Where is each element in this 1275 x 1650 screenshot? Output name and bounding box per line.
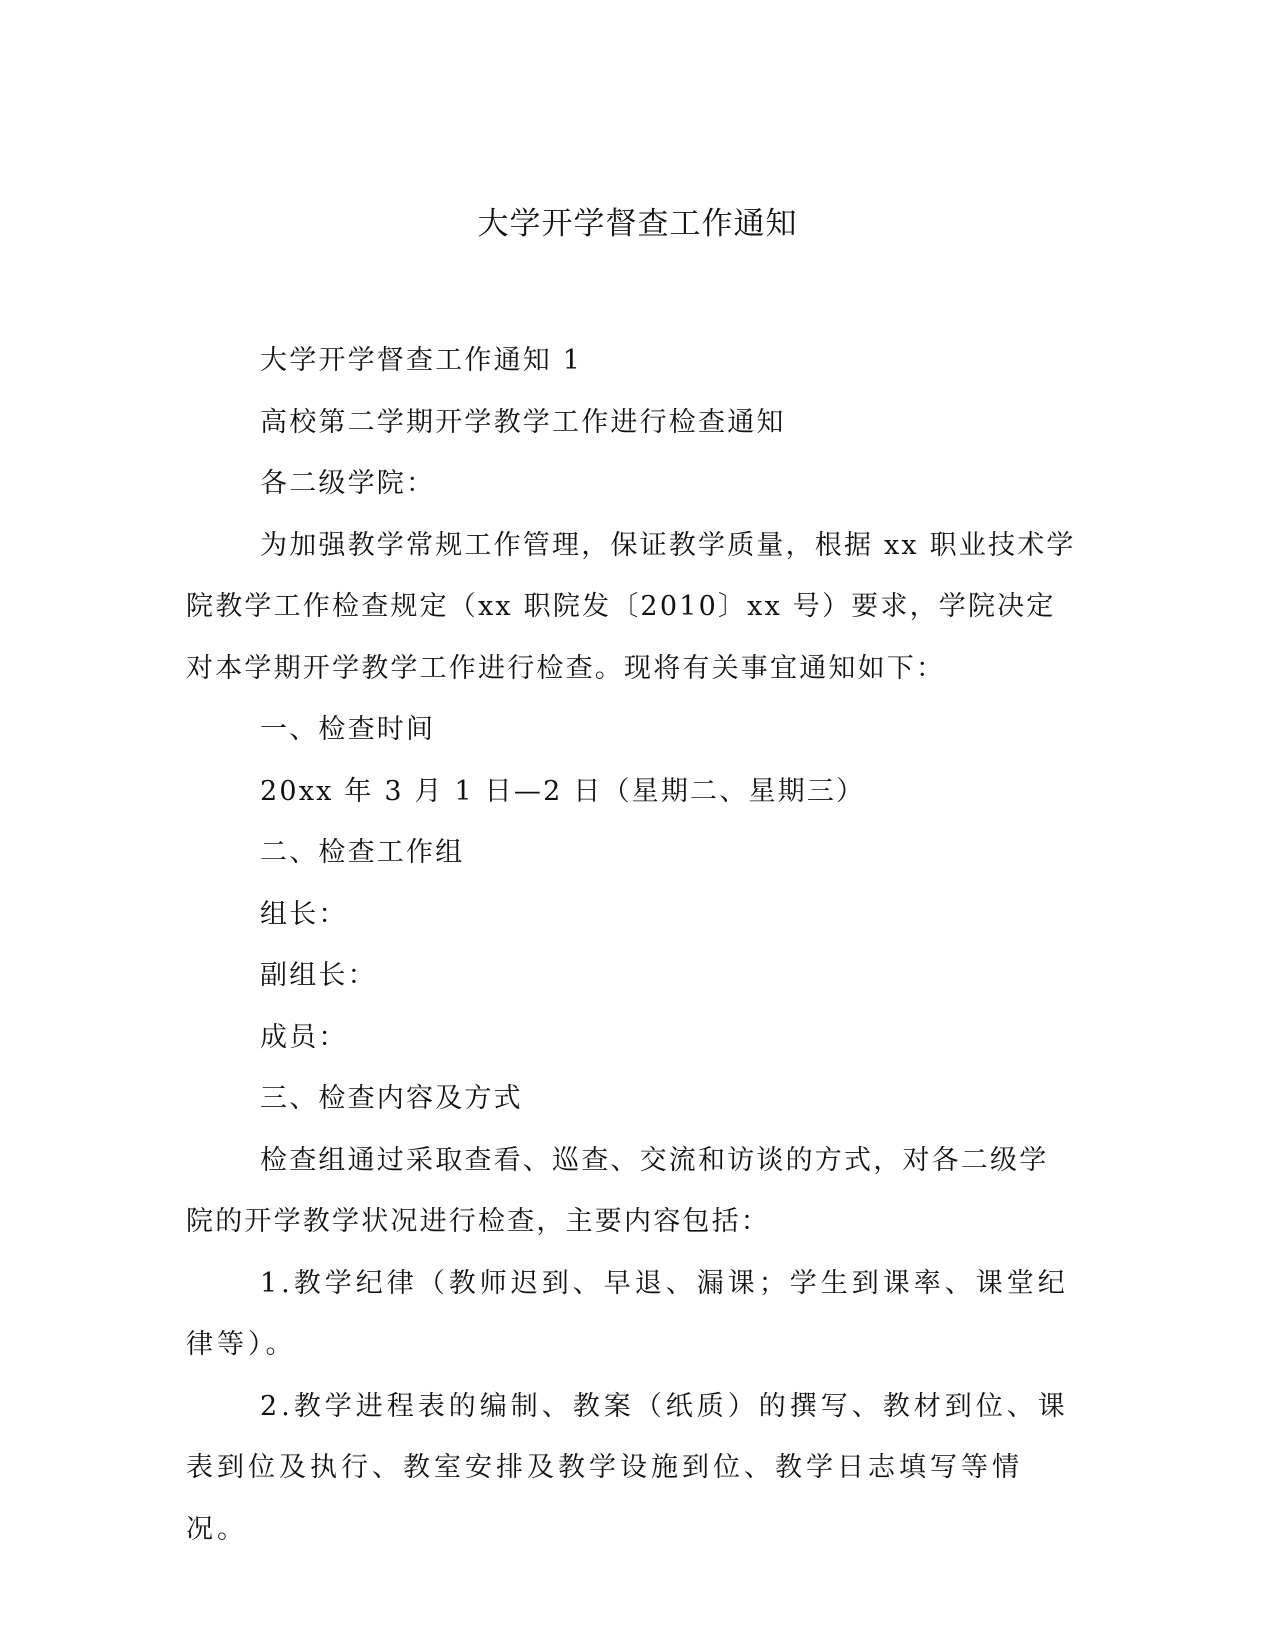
document-title: 大学开学督查工作通知 xyxy=(477,206,798,242)
content-intro-paragraph: 检查组通过采取查看、巡查、交流和访谈的方式，对各二级学院的开学教学状况进行检查，主要内容包括： xyxy=(186,1144,1049,1237)
section-heading-group: 二、检查工作组 xyxy=(260,837,465,868)
section-heading-time: 一、检查时间 xyxy=(260,714,436,745)
content-item-2: 2.教学进程表的编制、教案（纸质）的撰写、教材到位、课表到位及执行、教室安排及教学设施到位、教学日志填写等情况。 xyxy=(186,1390,1069,1545)
group-members: 成员： xyxy=(260,1021,348,1053)
notice-heading: 高校第二学期开学教学工作进行检查通知 xyxy=(260,406,786,438)
group-deputy-leader: 副组长： xyxy=(260,960,377,991)
document-body xyxy=(186,330,1076,1560)
content-item-1: 1.教学纪律（教师迟到、早退、漏课；学生到课率、课堂纪律等）。 xyxy=(186,1267,1069,1360)
group-leader: 组长： xyxy=(260,898,348,930)
section-heading-content: 三、检查内容及方式 xyxy=(260,1083,523,1114)
notice-recipient: 各二级学院： xyxy=(260,468,436,499)
inspection-date: 20xx 年 3 月 1 日—2 日（星期二、星期三） xyxy=(260,775,866,807)
notice-subtitle: 大学开学督查工作通知 1 xyxy=(260,345,583,376)
notice-intro-paragraph: 为加强教学常规工作管理，保证教学质量，根据 xx 职业技术学院教学工作检查规定（xx 职院发〔2010〕xx 号）要求，学院决定对本学期开学教学工作进行检查。现将有关事宜通知如下： xyxy=(186,529,1076,684)
